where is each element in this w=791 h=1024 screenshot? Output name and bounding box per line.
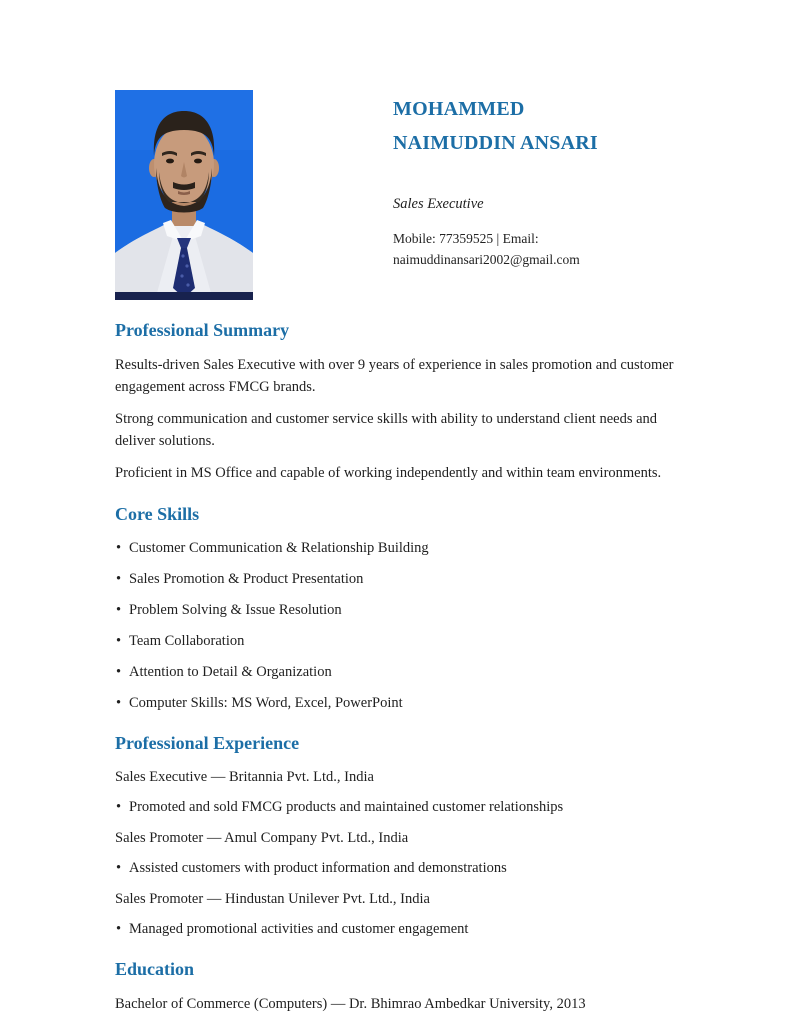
person-name-line2: NAIMUDDIN ANSARI [393,132,598,154]
job-bullet: • Managed promotional activities and customer engagement [115,919,679,939]
identity-block [393,90,661,270]
core-skills-list [115,538,679,713]
person-name [393,92,661,160]
contact-email: naimuddinansari2002@gmail.com [393,252,580,267]
experience-list [115,767,679,939]
profile-photo [115,90,253,300]
job-title-line: Sales Promoter — Amul Company Pvt. Ltd., India [115,830,409,846]
summary-paragraph: Results-driven Sales Executive with over 9 years of experience in sales promotion and customer engagement across FMCG brands. [115,357,674,395]
job-title-line: Sales Executive — Britannia Pvt. Ltd., India [115,769,374,785]
skill-item: • Team Collaboration [115,631,679,651]
skill-item: • Attention to Detail & Organization [115,662,679,682]
person-name-line1: MOHAMMED [393,98,525,120]
job-bullet: • Assisted customers with product information and demonstrations [115,858,679,878]
section-heading-professional-summary: Professional Summary [115,320,290,340]
skill-item: • Sales Promotion & Product Presentation [115,569,679,589]
job-title-line: Sales Promoter — Hindustan Unilever Pvt. Ltd., India [115,891,430,907]
contact-info [393,228,661,270]
profile-photo-illustration [115,90,253,300]
job-bullet: • Promoted and sold FMCG products and maintained customer relationships [115,797,679,817]
resume-header [115,90,679,300]
skill-item: • Computer Skills: MS Word, Excel, PowerPoint [115,693,679,713]
section-heading-professional-experience: Professional Experience [115,733,300,753]
education-line: Bachelor of Commerce (Computers) — Dr. Bhimrao Ambedkar University, 2013 [115,996,586,1012]
contact-mobile-email-label: Mobile: 77359525 | Email: [393,231,539,246]
person-job-title: Sales Executive [393,196,484,212]
skill-item: • Problem Solving & Issue Resolution [115,600,679,620]
section-heading-core-skills: Core Skills [115,504,200,524]
skill-item: • Customer Communication & Relationship Building [115,538,679,558]
summary-paragraph: Proficient in MS Office and capable of working independently and within team environments. [115,465,662,481]
summary-paragraph: Strong communication and customer service skills with ability to understand client needs and deliver solutions. [115,411,658,449]
section-heading-education: Education [115,959,195,979]
